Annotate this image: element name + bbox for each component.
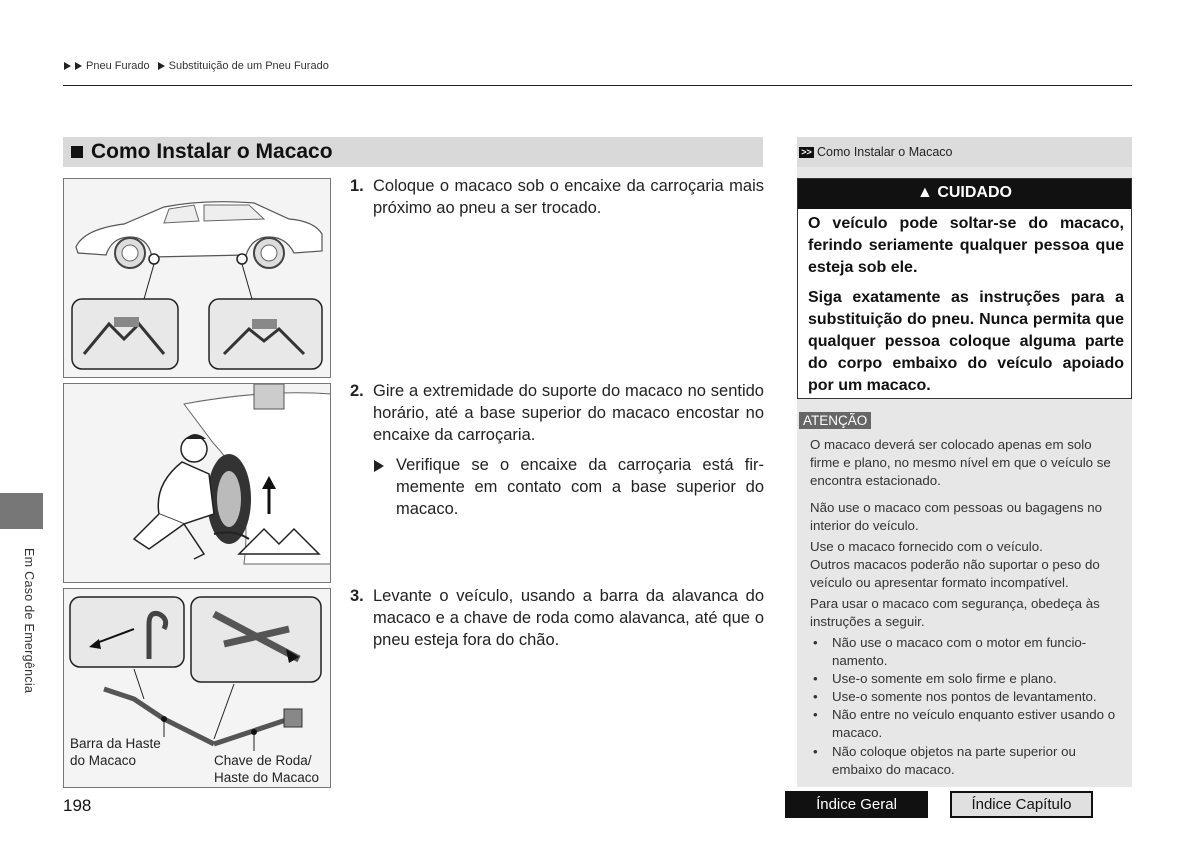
breadcrumb-item-2[interactable]: Substituição de um Pneu Furado	[168, 60, 329, 72]
header-divider	[63, 85, 1132, 86]
caution-bar	[798, 179, 1131, 209]
callout-wheel-wrench: Chave de Roda/ Haste do Macaco	[214, 753, 320, 785]
breadcrumb-item-1[interactable]: Pneu Furado	[86, 60, 150, 72]
chapter-side-tab	[0, 493, 43, 529]
note-5: Para usar o macaco com segurança, obedeça às instruções a seguir.	[810, 596, 1100, 629]
breadcrumb	[64, 60, 329, 72]
note-3: Use o macaco fornecido com o veículo.	[810, 539, 1043, 554]
note-1: O macaco deverá ser colocado apenas em solo firme e plano, no mesmo nível em que o veículo se encontra estacionado.	[810, 437, 1111, 488]
note-2: Não use o macaco com pessoas ou bagagens no interior do veículo.	[810, 500, 1102, 533]
double-arrow-icon	[64, 62, 71, 70]
sidebar-title: Como Instalar o Macaco	[817, 145, 953, 159]
reference-icon: >>	[799, 147, 814, 158]
caution-label: CUIDADO	[937, 184, 1012, 201]
caution-text-1: O veículo pode soltar-se do macaco, ferindo seriamente qualquer pessoa que esteja sob ele.	[808, 215, 1124, 276]
arrow-bullet-icon	[374, 460, 384, 472]
chapter-index-button[interactable]: Índice Capítulo	[950, 791, 1093, 818]
step-text: Coloque o macaco sob o encaixe da carroçaria mais próximo ao pneu a ser trocado.	[373, 177, 764, 217]
notice-label: ATENÇÃO	[799, 412, 871, 429]
step-number: 1.	[350, 177, 364, 195]
step-number: 3.	[350, 587, 364, 605]
warning-icon: ▲	[917, 184, 933, 201]
step-number: 2.	[350, 382, 364, 400]
substep-text: Verifique se o encaixe da carroçaria está fir-memente em contato com a base superior do macaco.	[396, 456, 764, 518]
section-header	[63, 137, 763, 167]
page-number: 198	[63, 796, 92, 815]
step-text: Gire a extremidade do suporte do macaco no sentido horário, até a base superior do macaco encostar no encaixe da carroçaria.	[373, 382, 764, 444]
square-bullet-icon	[71, 146, 83, 158]
step-text: Levante o veículo, usando a barra da alavanca do macaco e a chave de roda como alavanca, até que o pneu esteja fora do chão.	[373, 587, 764, 649]
jack-positioning-illustration	[63, 383, 331, 583]
step-2-substep	[396, 454, 764, 520]
caution-text-2: Siga exatamente as instruções para a substituição do pneu. Nunca permita que qualquer pessoa coloque alguma parte do corpo embaixo do veículo apoiado por um macaco.	[808, 289, 1124, 394]
section-title: Como Instalar o Macaco	[91, 140, 333, 163]
car-jack-points-illustration	[63, 178, 331, 378]
arrow-icon	[158, 62, 165, 70]
caution-box	[797, 178, 1132, 399]
note-4: Outros macacos poderão não suportar o peso do veículo ou apresentar formato incompatível.	[810, 557, 1100, 590]
chapter-side-label: Em Caso de Emergência	[22, 548, 36, 694]
callout-jack-bar: Barra da Haste do Macaco	[70, 736, 161, 768]
sidebar-header	[797, 137, 1132, 167]
general-index-button[interactable]: Índice Geral	[785, 791, 928, 818]
